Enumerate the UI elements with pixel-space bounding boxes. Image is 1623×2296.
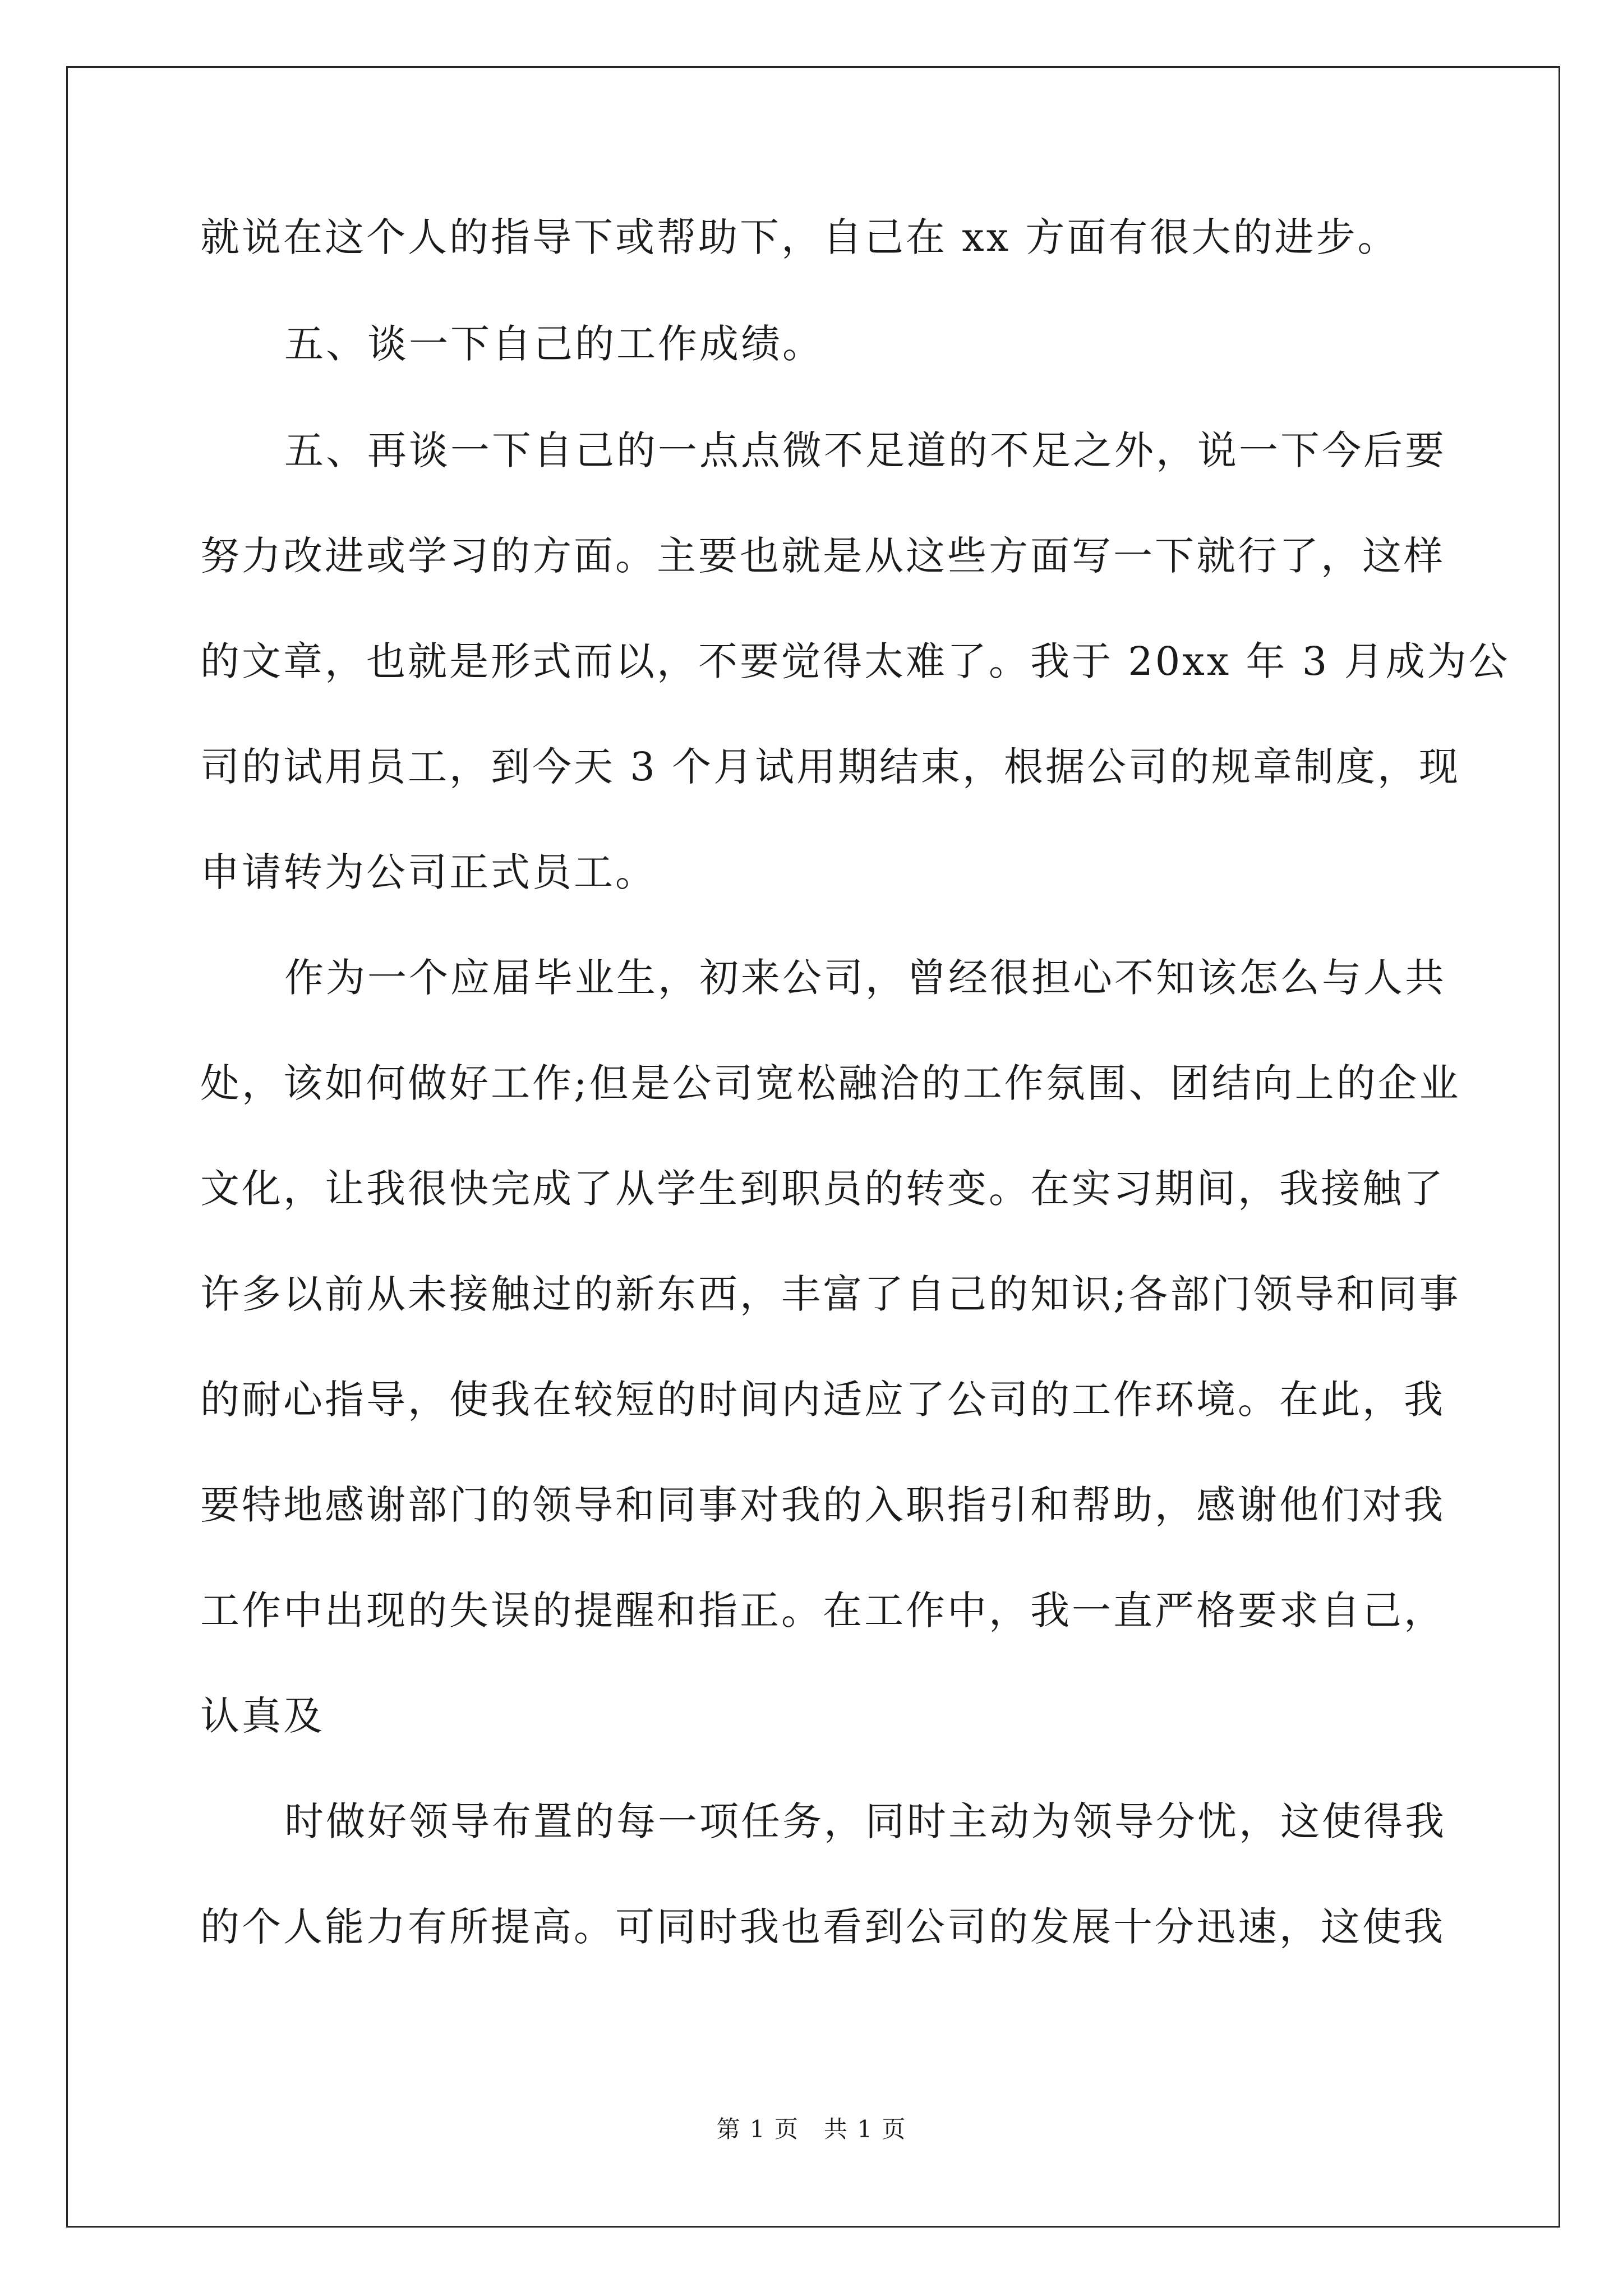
text-line: 要特地感谢部门的领导和同事对我的入职指引和帮助，感谢他们对我 <box>200 1482 1445 1528</box>
text-line: 作为一个应届毕业生，初来公司，曾经很担心不知该怎么与人共 <box>284 955 1446 1001</box>
text-line: 申请转为公司正式员工。 <box>200 849 657 895</box>
text-line: 就说在这个人的指导下或帮助下，自己在 xx 方面有很大的进步。 <box>200 214 1399 260</box>
text-line: 努力改进或学习的方面。主要也就是从这些方面写一下就行了，这样 <box>200 533 1445 579</box>
text-line: 五、谈一下自己的工作成绩。 <box>284 321 824 367</box>
text-line: 认真及 <box>200 1693 325 1739</box>
text-line: 的个人能力有所提高。可同时我也看到公司的发展十分迅速，这使我 <box>200 1904 1445 1950</box>
text-line: 处，该如何做好工作;但是公司宽松融洽的工作氛围、团结向上的企业 <box>200 1060 1461 1106</box>
text-line: 时做好领导布置的每一项任务，同时主动为领导分忧，这使得我 <box>284 1798 1446 1844</box>
text-line: 司的试用员工，到今天 3 个月试用期结束，根据公司的规章制度，现 <box>200 744 1461 790</box>
text-line: 五、再谈一下自己的一点点微不足道的不足之外，说一下今后要 <box>284 427 1446 473</box>
text-line: 的耐心指导，使我在较短的时间内适应了公司的工作环境。在此，我 <box>200 1377 1445 1423</box>
text-line: 的文章，也就是形式而以，不要觉得太难了。我于 20xx 年 3 月成为公 <box>200 638 1510 684</box>
text-line: 文化，让我很快完成了从学生到职员的转变。在实习期间，我接触了 <box>200 1166 1445 1212</box>
text-line: 工作中出现的失误的提醒和指正。在工作中，我一直严格要求自己， <box>200 1588 1445 1634</box>
page-number-footer: 第 1 页 共 1 页 <box>716 2115 907 2143</box>
text-line: 许多以前从未接触过的新东西，丰富了自己的知识;各部门领导和同事 <box>200 1271 1461 1317</box>
